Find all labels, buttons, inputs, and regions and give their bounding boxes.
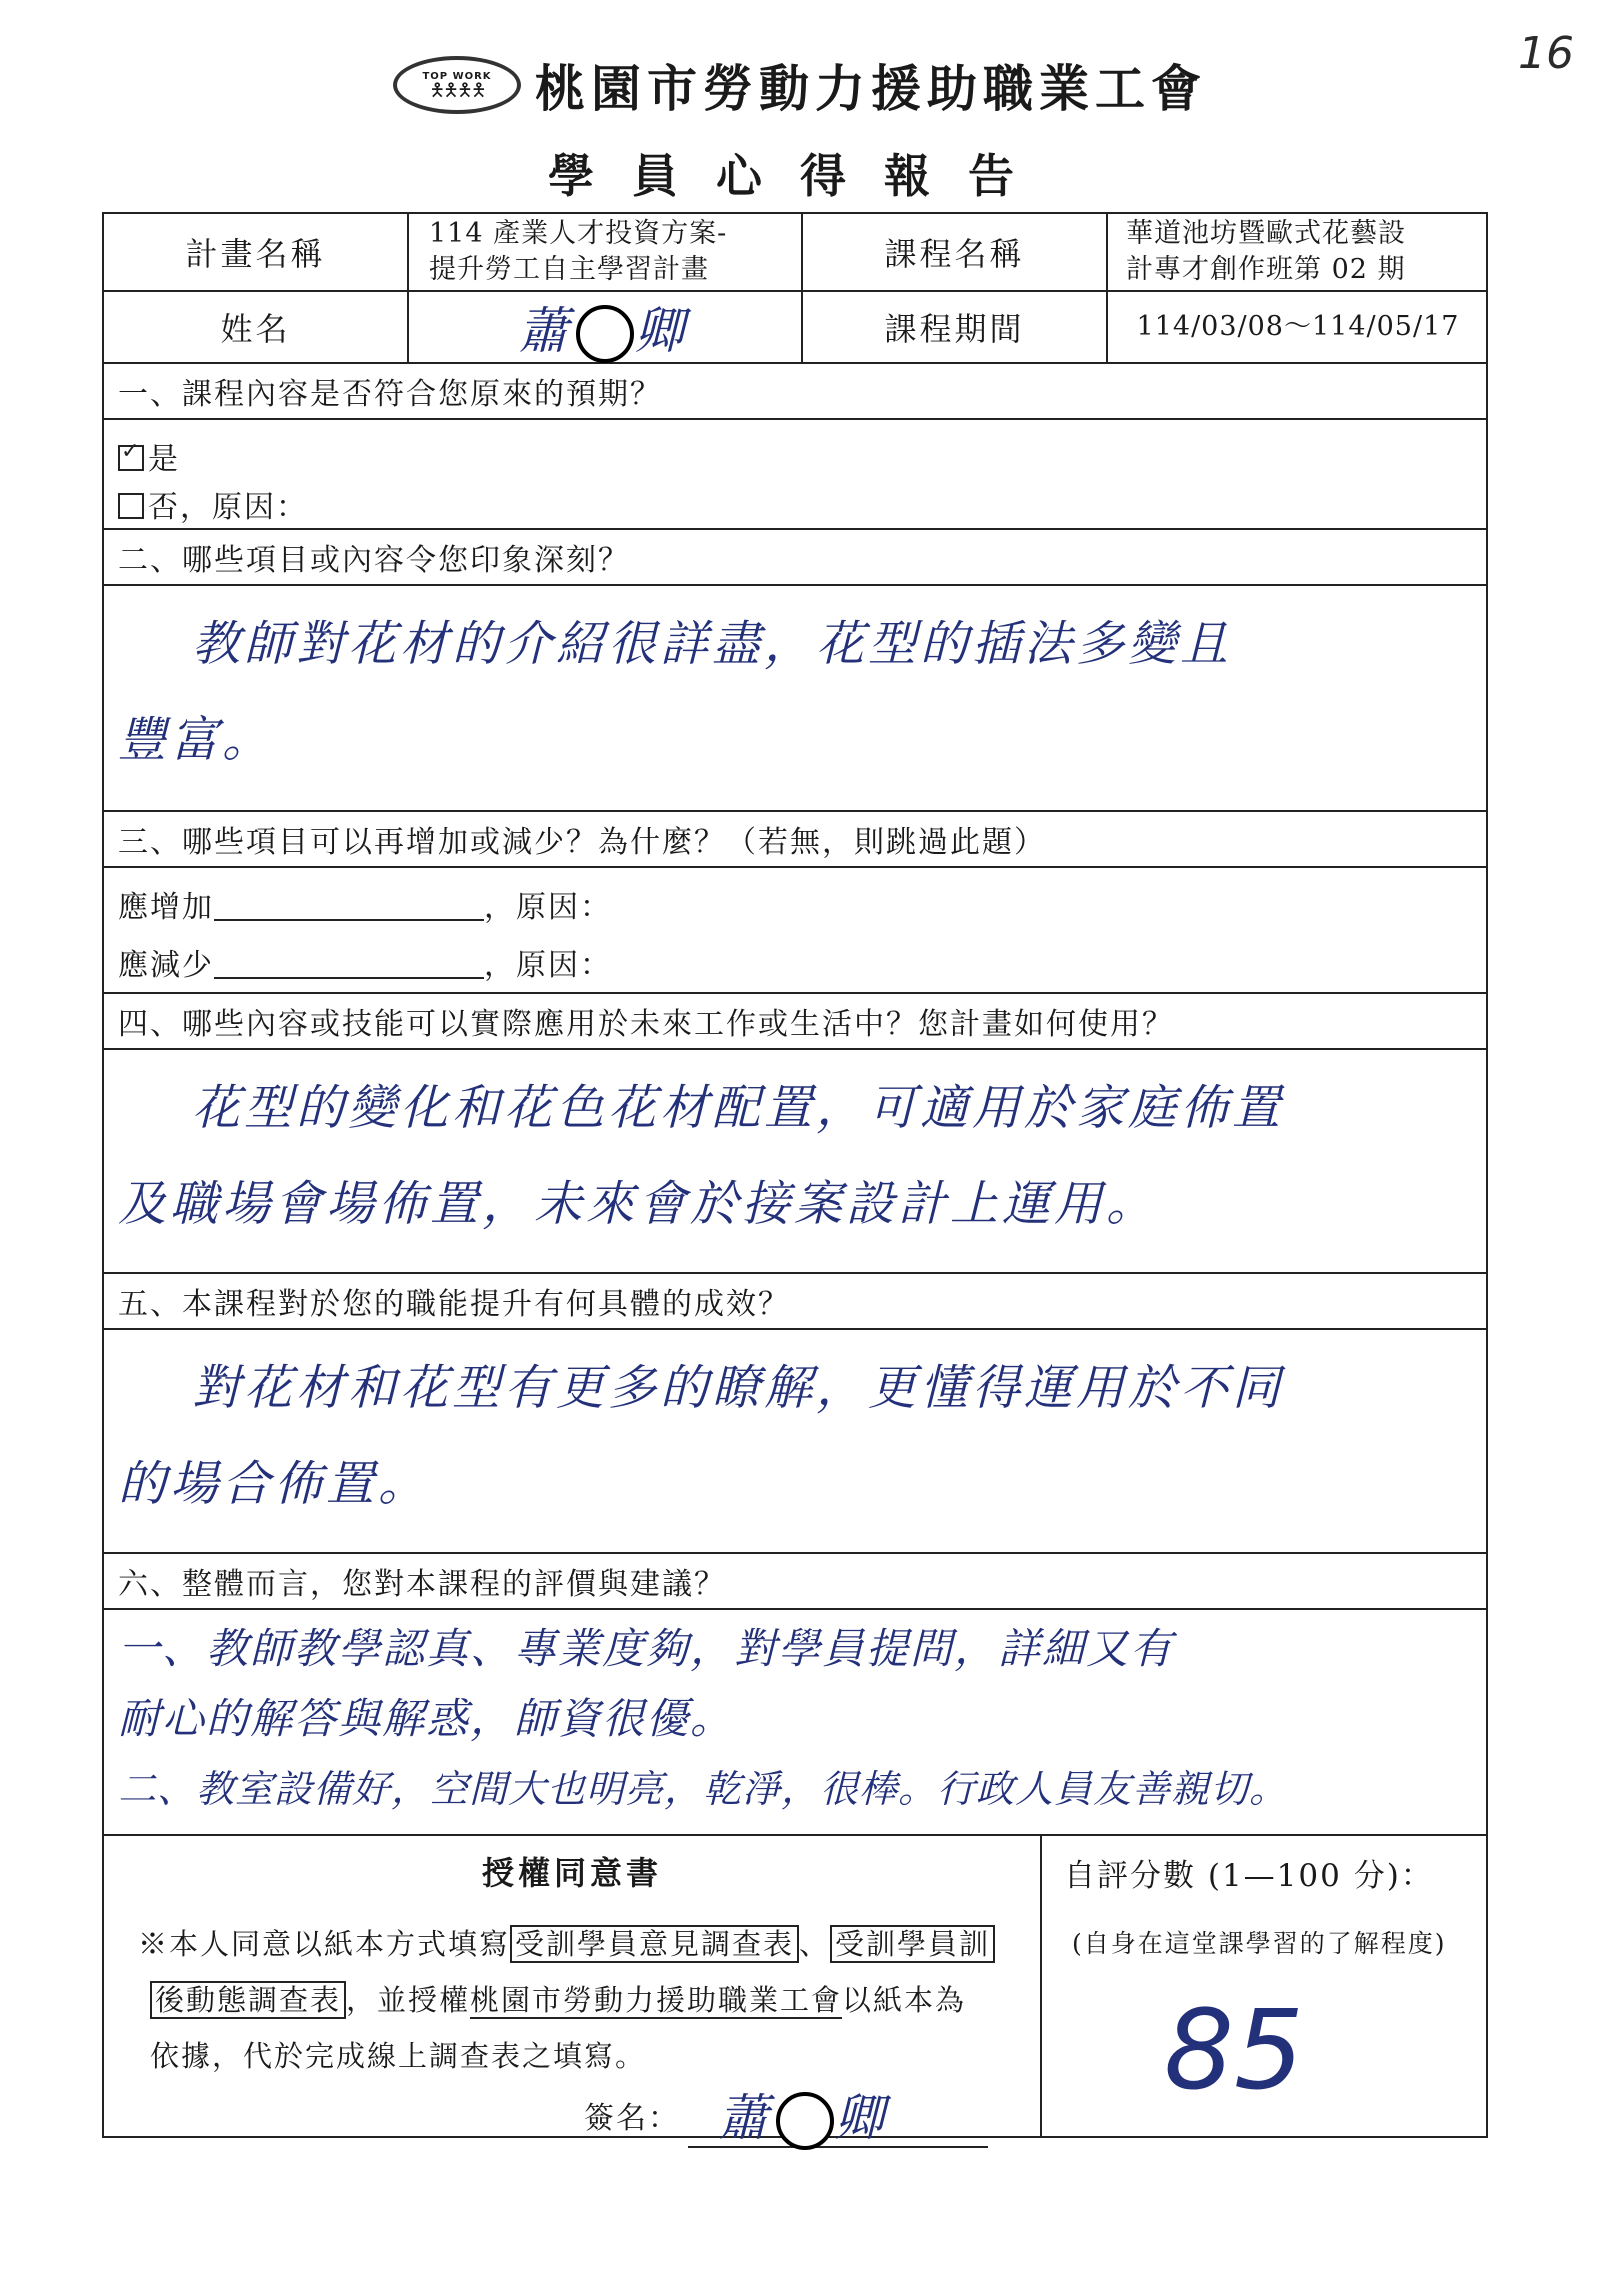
consent-box-followup-2: 後動態調查表 [150, 1981, 346, 2019]
name-value-cell [409, 292, 803, 362]
q3-answer-row [104, 868, 1486, 994]
report-form [102, 212, 1488, 2147]
q4-answer-row [104, 1050, 1486, 1274]
course-value-line1: 華道池坊暨歐式花藝設 [1126, 218, 1406, 249]
q1-question: 一、課程內容是否符合您原來的預期？ [118, 377, 662, 412]
name-last-char: 卿 [634, 301, 692, 360]
q3-decrease-label: 應減少 [118, 948, 214, 983]
q4-answer-line1: 花型的變化和花色花材配置，可適用於家庭佈置 [192, 1080, 1285, 1136]
q4-answer-line2: 及職場會場佈置，未來會於接案設計上運用。 [118, 1176, 1159, 1232]
student-name [518, 291, 692, 364]
q2-answer-line1: 教師對花材的介紹很詳盡，花型的插法多變且 [192, 616, 1233, 672]
header [0, 45, 1600, 125]
consent-text-5: 依據，代於完成線上調查表之填寫。 [150, 2039, 647, 2073]
signature-field [584, 2082, 988, 2148]
q3-question-row [104, 812, 1486, 868]
q5-answer-line1: 對花材和花型有更多的瞭解，更懂得運用於不同 [192, 1360, 1285, 1416]
signature [718, 2078, 892, 2151]
name-first-char: 蕭 [518, 301, 576, 360]
consent-title: 授權同意書 [481, 1854, 662, 1892]
q1-question-row [104, 364, 1486, 420]
q6-answer [118, 1614, 1480, 1824]
q1-option-yes-label: 是 [148, 442, 180, 477]
plan-label: 計畫名稱 [185, 235, 326, 273]
q5-answer [118, 1340, 1480, 1532]
q6-answer-line1: 一、教師教學認真、專業度夠，對學員提問，詳細又有 [118, 1624, 1175, 1673]
q5-question: 五、本課程對於您的職能提升有何具體的成效？ [118, 1287, 790, 1322]
course-label-cell [803, 214, 1108, 290]
redaction-mark [576, 305, 634, 363]
name-label-cell [104, 292, 409, 362]
q2-answer-line2: 豐富。 [118, 712, 275, 768]
consent-divider [1040, 1836, 1042, 2136]
org-name: 桃園市勞動力援助職業工會 [535, 59, 1207, 118]
form-title: 學員心得報告 [548, 149, 1052, 203]
q2-question: 二、哪些項目或內容令您印象深刻？ [118, 543, 630, 578]
people-icon: 🯅🯅🯅🯅 [429, 79, 485, 101]
plan-label-cell [104, 214, 409, 290]
name-label: 姓名 [220, 310, 291, 348]
plan-value-line1: 114 產業人才投資方案- [429, 218, 728, 249]
q3-increase-reason-label: ，原因： [484, 890, 612, 925]
consent-text-1: ※本人同意以紙本方式填寫 [138, 1927, 511, 1961]
q5-answer-row [104, 1330, 1486, 1554]
consent-box-survey: 受訓學員意見調查表 [510, 1925, 799, 1963]
plan-value-line2: 提升勞工自主學習計畫 [429, 254, 709, 285]
q6-answer-line3: 二、教室設備好，空間大也明亮，乾淨，很棒。行政人員友善親切。 [118, 1767, 1289, 1811]
info-row-plan [104, 214, 1486, 292]
q4-answer [118, 1060, 1480, 1252]
q3-decrease-reason-label: ，原因： [484, 948, 612, 983]
q1-option-no-label: 否，原因： [148, 490, 308, 525]
q6-answer-row [104, 1610, 1486, 1836]
course-value-line2: 計專才創作班第 02 期 [1126, 254, 1406, 285]
period-label: 課程期間 [884, 310, 1025, 348]
course-value [1126, 216, 1406, 288]
q4-question-row [104, 994, 1486, 1050]
checkbox-empty-icon[interactable] [118, 493, 144, 519]
checkbox-checked-icon[interactable] [118, 445, 144, 471]
q3-decrease [118, 940, 612, 984]
consent-text [138, 1916, 1018, 2084]
union-logo [393, 56, 521, 114]
q6-answer-line2: 耐心的解答與解惑，師資很優。 [118, 1694, 735, 1743]
consent-union-name: 桃園市勞動力援助職業工會 [470, 1983, 843, 2017]
q1-option-yes[interactable] [118, 434, 180, 478]
consent-text-4: 以紙本為 [842, 1983, 967, 2017]
q1-answer-row [104, 420, 1486, 530]
score-note: (自身在這堂課學習的了解程度) [1072, 1929, 1447, 1958]
q2-answer-row [104, 586, 1486, 812]
q3-increase-label: 應增加 [118, 890, 214, 925]
consent-row [104, 1836, 1486, 2147]
q5-question-row [104, 1274, 1486, 1330]
consent-text-2: 、 [799, 1927, 831, 1961]
course-value-cell [1108, 214, 1488, 290]
signature-last-char: 卿 [834, 2088, 892, 2147]
period-label-cell [803, 292, 1108, 362]
q2-answer [118, 596, 1480, 788]
plan-value [429, 216, 727, 288]
signature-line[interactable] [688, 2082, 988, 2148]
q1-option-no[interactable] [118, 482, 308, 526]
score-label: 自評分數 (1—100 分)： [1064, 1858, 1434, 1894]
period-value-cell [1108, 292, 1488, 362]
signature-redaction-mark [776, 2092, 834, 2150]
consent-box-followup-1: 受訓學員訓 [830, 1925, 995, 1963]
plan-value-cell [409, 214, 803, 290]
q3-increase-blank[interactable] [214, 891, 484, 921]
q3-decrease-blank[interactable] [214, 949, 484, 979]
consent-text-3: ，並授權 [346, 1983, 471, 2017]
q2-question-row [104, 530, 1486, 586]
q3-increase [118, 882, 612, 926]
signature-label: 簽名： [584, 2101, 680, 2136]
q6-question-row [104, 1554, 1486, 1610]
q4-question: 四、哪些內容或技能可以實際應用於未來工作或生活中？您計畫如何使用？ [118, 1007, 1174, 1042]
info-row-name [104, 292, 1486, 364]
signature-first-char: 蕭 [718, 2088, 776, 2147]
logo-text: TOP WORK [422, 70, 492, 82]
page-number: 16 [1518, 28, 1574, 79]
q3-question: 三、哪些項目可以再增加或減少？為什麼？（若無，則跳過此題） [118, 825, 1046, 860]
q6-question: 六、整體而言，您對本課程的評價與建議？ [118, 1567, 726, 1602]
q5-answer-line2: 的場合佈置。 [118, 1456, 431, 1512]
score-value[interactable]: 85 [1164, 1986, 1304, 2114]
course-label: 課程名稱 [884, 235, 1025, 273]
period-value: 114/03/08～114/05/17 [1136, 311, 1460, 342]
